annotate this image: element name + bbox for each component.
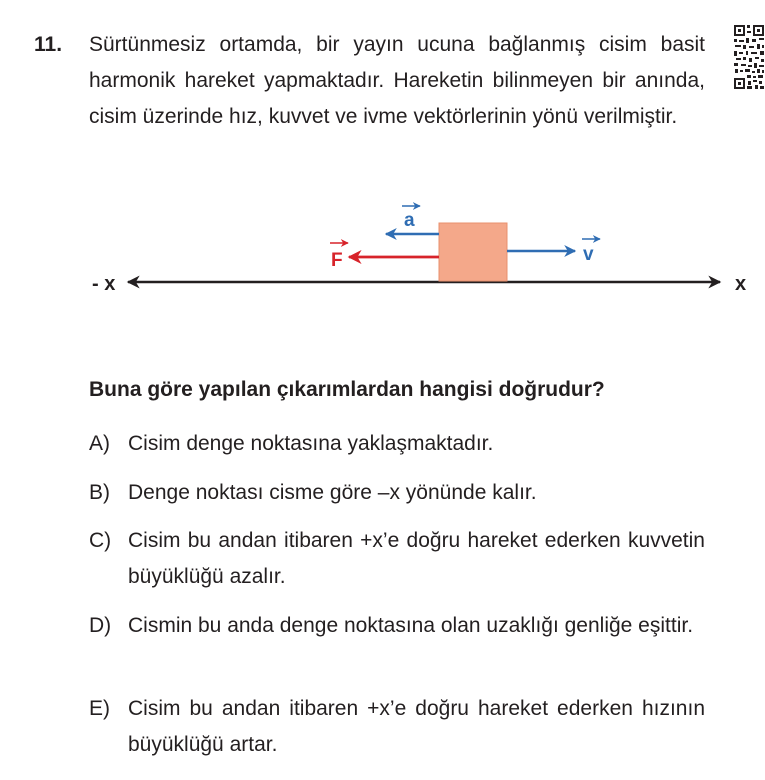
velocity-label: v xyxy=(583,244,594,265)
axis-right-label: x xyxy=(735,273,747,295)
physics-figure xyxy=(0,190,765,310)
option-d[interactable] xyxy=(89,608,705,644)
option-text: Cismin bu anda denge noktasına olan uzaklığı genliğe eşittir. xyxy=(128,614,694,637)
axis-left-label: - x xyxy=(92,273,116,295)
option-letter: B) xyxy=(89,481,110,504)
force-label: F xyxy=(331,250,343,271)
question-number: 11. xyxy=(34,33,63,56)
qr-code-icon xyxy=(733,23,765,91)
option-e[interactable] xyxy=(89,691,705,763)
option-a[interactable] xyxy=(89,426,705,462)
block xyxy=(439,223,507,281)
acceleration-label: a xyxy=(404,210,415,231)
option-letter: E) xyxy=(89,697,110,720)
option-text: Cisim denge noktasına yaklaşmaktadır. xyxy=(128,432,494,455)
option-text: Cisim bu andan itibaren +x’e doğru hareket ederken kuvvetin büyüklüğü azalır. xyxy=(128,529,705,588)
option-b[interactable] xyxy=(89,475,705,511)
option-text: Cisim bu andan itibaren +x’e doğru hareket ederken hızının büyüklüğü artar. xyxy=(128,697,705,756)
question-prompt: Buna göre yapılan çıkarımlardan hangisi doğrudur? xyxy=(89,378,605,401)
option-letter: D) xyxy=(89,614,112,637)
option-letter: A) xyxy=(89,432,110,455)
option-text: Denge noktası cisme göre –x yönünde kalır. xyxy=(128,481,537,504)
question-stem: Sürtünmesiz ortamda, bir yayın ucuna bağlanmış cisim basit harmonik hareket yapmaktadır. Hareketin bilinmeyen bir anında, cisim üzerinde hız, kuvvet ve ivme vektörlerinin yönü verilmiştir. xyxy=(89,33,705,128)
option-letter: C) xyxy=(89,529,112,552)
option-c[interactable] xyxy=(89,523,705,595)
